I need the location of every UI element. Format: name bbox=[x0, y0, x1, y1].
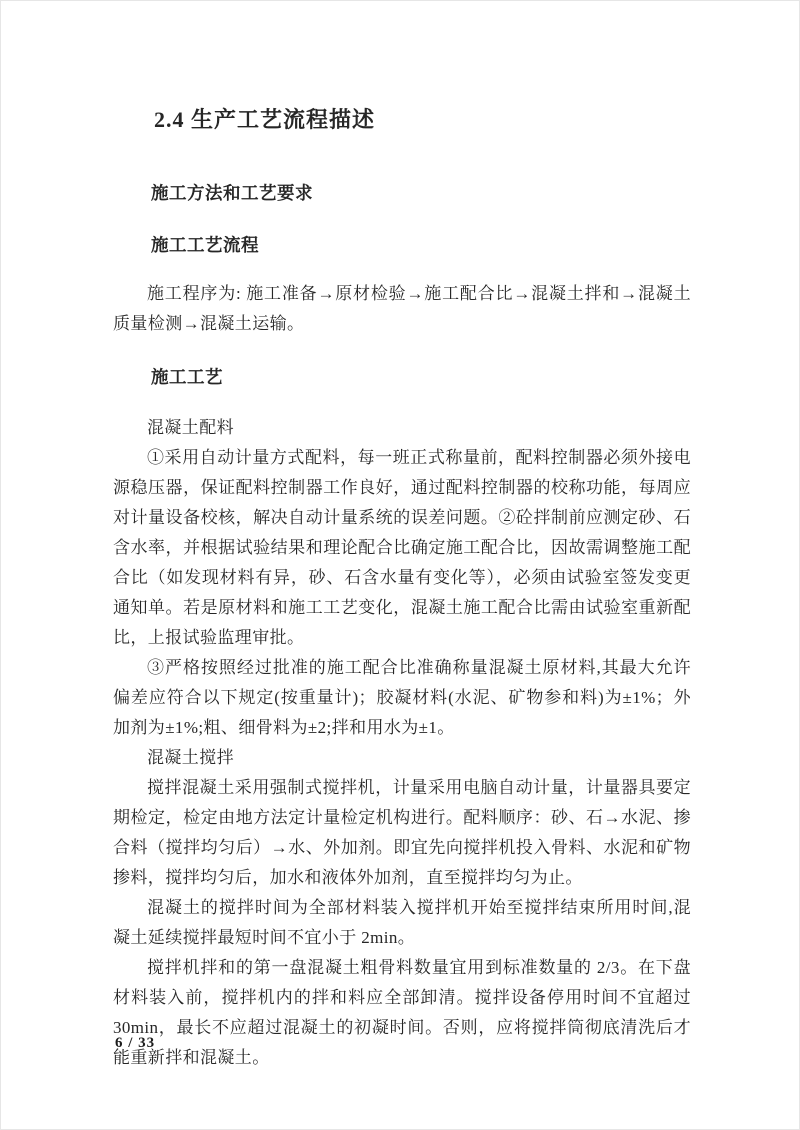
section-title: 2.4 生产工艺流程描述 bbox=[154, 107, 376, 132]
paragraph-mixing-1: 搅拌混凝土采用强制式搅拌机，计量采用电脑自动计量，计量器具要定期检定，检定由地方法定计量检定机构进行。配料顺序：砂、石→水泥、掺合料（搅拌均匀后）→水、外加剂。即宜先向搅拌机投入骨料、水泥和矿物掺料，搅拌均匀后，加水和液体外加剂，直至搅拌均匀为止。 bbox=[113, 778, 691, 887]
subheading-concrete-mixing: 混凝土搅拌 bbox=[147, 748, 234, 767]
heading-process-flow: 施工工艺流程 bbox=[151, 235, 259, 255]
document-content bbox=[113, 105, 691, 1073]
paragraph-batching-2: ③严格按照经过批准的施工配合比准确称量混凝土原材料,其最大允许偏差应符合以下规定(按重量计)；胶凝材料(水泥、矿物参和料)为±1%；外加剂为±1%;粗、细骨料为±2;拌和用水为±1。 bbox=[113, 658, 691, 737]
paragraph-procedure: 施工程序为: 施工准备→原材检验→施工配合比→混凝土拌和→混凝土质量检测→混凝土运输。 bbox=[113, 284, 691, 333]
page-number: 6 / 33 bbox=[115, 1035, 156, 1051]
paragraph-mixing-3: 搅拌机拌和的第一盘混凝土粗骨料数量宜用到标准数量的 2/3。在下盘材料装入前，搅拌机内的拌和料应全部卸清。搅拌设备停用时间不宜超过 30min，最长不应超过混凝土的初凝时间。否则，应将搅拌筒彻底清洗后才能重新拌和混凝土。 bbox=[113, 958, 691, 1067]
paragraph-batching-1: ①采用自动计量方式配料，每一班正式称量前，配料控制器必须外接电源稳压器，保证配料控制器工作良好，通过配料控制器的校称功能，每周应对计量设备校核，解决自动计量系统的误差问题。②砼拌制前应测定砂、石含水率，并根据试验结果和理论配合比确定施工配合比，因故需调整施工配合比（如发现材料有异，砂、石含水量有变化等），必须由试验室签发变更通知单。若是原材料和施工工艺变化，混凝土施工配合比需由试验室重新配比，上报试验监理审批。 bbox=[113, 448, 691, 647]
heading-technique: 施工工艺 bbox=[151, 367, 223, 387]
heading-construction-method: 施工方法和工艺要求 bbox=[151, 183, 313, 203]
subheading-concrete-batching: 混凝土配料 bbox=[147, 418, 234, 437]
paragraph-mixing-2: 混凝土的搅拌时间为全部材料装入搅拌机开始至搅拌结束所用时间,混凝土延续搅拌最短时间不宜小于 2min。 bbox=[113, 898, 691, 947]
technique-body bbox=[113, 413, 691, 1073]
